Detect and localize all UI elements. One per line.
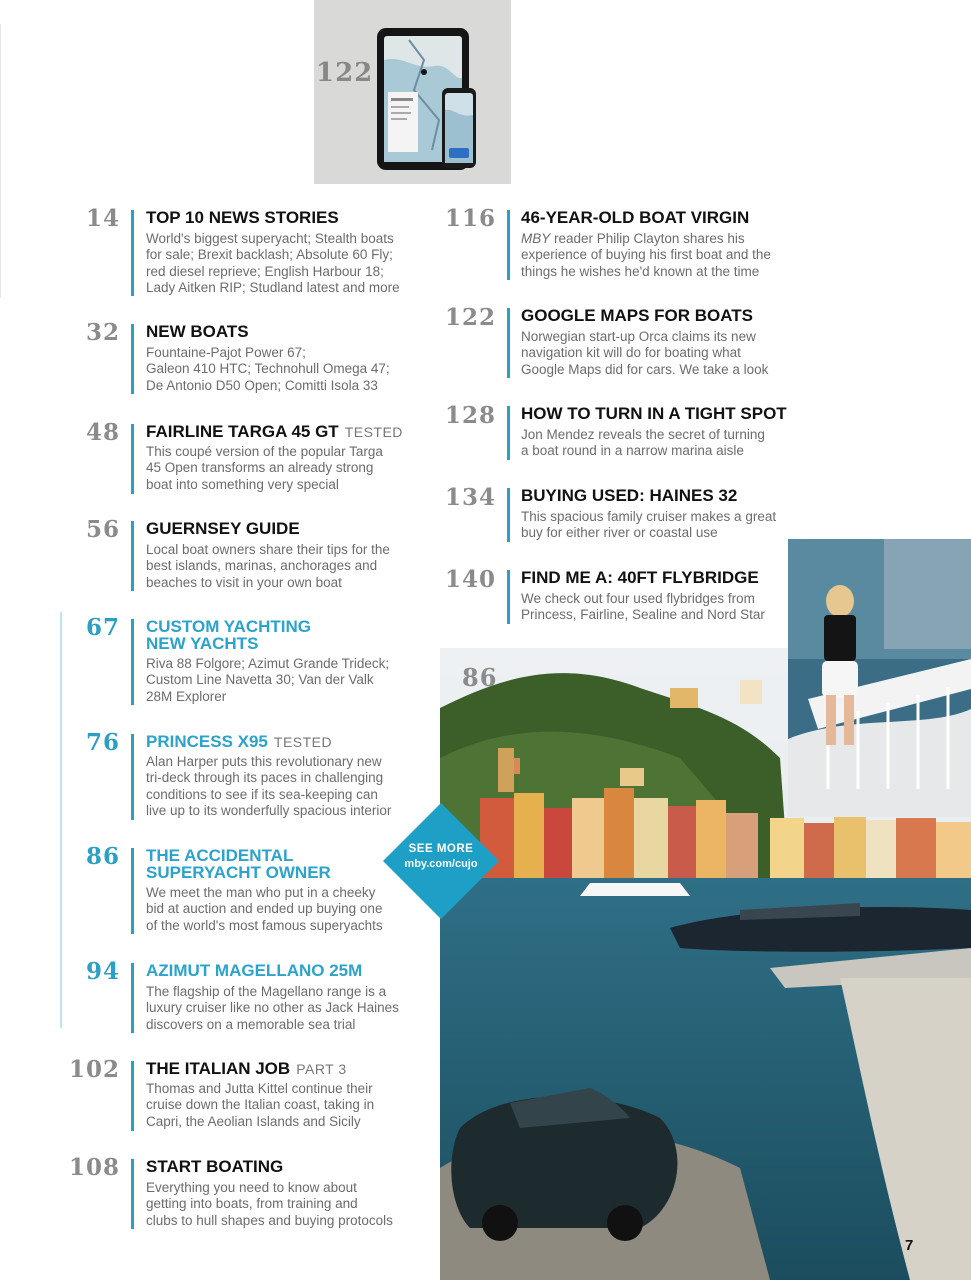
toc-title[interactable] — [521, 569, 759, 586]
desc-line: We meet the man who put in a cheeky — [146, 885, 376, 900]
toc-bar — [507, 406, 510, 460]
toc-bar — [507, 570, 510, 624]
toc-page-number: 14 — [85, 205, 120, 232]
toc-title-text: PRINCESS X95 — [146, 732, 268, 751]
toc-bar — [131, 734, 134, 820]
flybridge-woman-photo[interactable] — [788, 539, 971, 817]
toc-bar — [131, 521, 134, 591]
toc-title[interactable] — [146, 520, 300, 537]
desc-line: Fountaine-Pajot Power 67; — [146, 345, 306, 360]
toc-page-number: 108 — [68, 1154, 120, 1181]
desc-line: Local boat owners share their tips for the — [146, 542, 390, 557]
toc-title[interactable] — [146, 962, 362, 979]
desc-line: Google Maps did for cars. We take a look — [521, 361, 769, 377]
toc-page-number: 67 — [85, 614, 120, 641]
toc-title[interactable] — [521, 487, 737, 504]
toc-title-text: THE ITALIAN JOB — [146, 1059, 291, 1078]
toc-description — [146, 984, 399, 1033]
toc-description — [146, 444, 383, 493]
desc-line: best islands, marinas, anchorages and — [146, 558, 378, 574]
toc-title-text: AZIMUT MAGELLANO 25M — [146, 961, 363, 980]
desc-line: The flagship of the Magellano range is a — [146, 984, 387, 999]
desc-line: things he wishes he'd known at the time — [521, 263, 760, 279]
tablet-phone-illustration — [314, 0, 511, 184]
toc-title-text-line2: SUPERYACHT OWNER — [146, 863, 331, 882]
toc-title-text: GOOGLE MAPS FOR BOATS — [521, 306, 754, 325]
desc-line: De Antonio D50 Open; Comitti Isola 33 — [146, 377, 378, 393]
toc-page-number: 140 — [444, 566, 496, 593]
desc-line: boat into something very special — [146, 476, 339, 492]
page-number: 7 — [905, 1237, 914, 1254]
toc-title[interactable] — [146, 1060, 347, 1078]
toc-title-text: FIND ME A: 40FT FLYBRIDGE — [521, 568, 759, 587]
magazine-abbrev: MBY — [521, 231, 551, 246]
toc-title-text-line2: NEW YACHTS — [146, 634, 259, 653]
toc-title-text: BUYING USED: HAINES 32 — [521, 486, 738, 505]
toc-title[interactable] — [146, 733, 332, 751]
desc-line: a boat round in a narrow marina aisle — [521, 443, 744, 459]
toc-page-number: 102 — [68, 1056, 120, 1083]
desc-line: Everything you need to know about — [146, 1180, 357, 1195]
desc-line: live up to its wonderfully spacious interior — [146, 803, 392, 819]
toc-title-text: HOW TO TURN IN A TIGHT SPOT — [521, 404, 787, 423]
toc-title[interactable] — [146, 209, 339, 226]
toc-title-text: THE ACCIDENTAL — [146, 846, 294, 865]
toc-description — [146, 885, 383, 934]
portofino-feature-page-number: 86 — [462, 663, 498, 692]
desc-line: Galeon 410 HTC; Technohull Omega 47; — [146, 361, 390, 377]
desc-line: discovers on a memorable sea trial — [146, 1016, 356, 1032]
toc-title[interactable] — [146, 323, 249, 340]
toc-description — [146, 754, 391, 820]
toc-bar — [131, 1061, 134, 1131]
toc-bar — [131, 619, 134, 705]
desc-line: Custom Line Navetta 30; Van der Valk — [146, 672, 374, 688]
desc-line: Capri, the Aeolian Islands and Sicily — [146, 1113, 361, 1129]
toc-description — [521, 509, 776, 542]
desc-line: getting into boats, from training and — [146, 1196, 358, 1212]
toc-bar — [131, 1159, 134, 1229]
toc-title-text: FAIRLINE TARGA 45 GT — [146, 422, 339, 441]
desc-line: Thomas and Jutta Kittel continue their — [146, 1081, 373, 1096]
toc-title-text: 46-YEAR-OLD BOAT VIRGIN — [521, 208, 750, 227]
toc-description — [521, 231, 771, 280]
toc-title[interactable] — [521, 307, 753, 324]
flybridge-illustration — [788, 539, 971, 817]
toc-title[interactable] — [146, 423, 403, 441]
toc-title[interactable] — [521, 405, 787, 422]
toc-description — [146, 1081, 374, 1130]
toc-bar — [131, 210, 134, 296]
desc-line: This spacious family cruiser makes a great — [521, 509, 777, 524]
see-more-badge[interactable] — [383, 803, 499, 919]
toc-page-number: 86 — [85, 843, 120, 870]
toc-page-number: 48 — [85, 419, 120, 446]
toc-title-text: START BOATING — [146, 1157, 284, 1176]
desc-line: red diesel reprieve; English Harbour 18; — [146, 263, 384, 279]
toc-description — [521, 591, 765, 624]
toc-description — [146, 542, 390, 591]
orca-device-photo[interactable] — [314, 0, 511, 184]
desc-line: Princess, Fairline, Sealine and Nord Star — [521, 607, 765, 623]
toc-page-number: 94 — [85, 958, 120, 985]
desc-line: Riva 88 Folgore; Azimut Grande Trideck; — [146, 656, 390, 671]
desc-line: clubs to hull shapes and buying protocols — [146, 1212, 393, 1228]
toc-bar — [131, 963, 134, 1033]
toc-description — [146, 231, 400, 297]
toc-title-text: CUSTOM YACHTING — [146, 617, 311, 636]
page-edge-line — [0, 24, 1, 298]
toc-bar — [131, 324, 134, 394]
toc-title[interactable] — [146, 1158, 283, 1175]
desc-line: for sale; Brexit backlash; Absolute 60 Fly; — [146, 247, 393, 263]
toc-tag-tested: TESTED — [344, 424, 403, 440]
desc-line: cruise down the Italian coast, taking in — [146, 1097, 375, 1113]
toc-title[interactable] — [521, 209, 749, 226]
desc-line: Alan Harper puts this revolutionary new — [146, 754, 382, 769]
toc-bar — [131, 848, 134, 934]
desc-line: buy for either river or coastal use — [521, 525, 718, 541]
desc-line: luxury cruiser like no other as Jack Haines — [146, 1000, 399, 1016]
toc-page-number: 116 — [444, 205, 496, 232]
desc-line: This coupé version of the popular Targa — [146, 444, 383, 459]
toc-title[interactable] — [146, 618, 311, 652]
toc-page-number: 134 — [444, 484, 496, 511]
desc-line: beaches to visit in your own boat — [146, 574, 342, 590]
toc-title-text: TOP 10 NEWS STORIES — [146, 208, 339, 227]
desc-line-rest: reader Philip Clayton shares his — [550, 231, 745, 246]
desc-line: Lady Aitken RIP; Studland latest and more — [146, 280, 400, 296]
tablet-feature-page-number: 122 — [316, 58, 374, 88]
toc-bar — [507, 308, 510, 378]
desc-line: conditions to see if its sea-keeping can — [146, 786, 378, 802]
toc-description — [146, 345, 390, 394]
toc-tag-part: PART 3 — [296, 1061, 347, 1077]
toc-bar — [507, 210, 510, 280]
desc-line: 28M Explorer — [146, 688, 227, 704]
desc-line: of the world's most famous superyachts — [146, 917, 383, 933]
see-more-url[interactable]: mby.com/cujo — [404, 858, 478, 870]
desc-line: experience of buying his first boat and the — [521, 247, 771, 263]
see-more-label: SEE MORE — [408, 843, 474, 855]
desc-line: Jon Mendez reveals the secret of turning — [521, 427, 765, 442]
toc-tag-tested: TESTED — [273, 734, 333, 750]
toc-page-number: 56 — [85, 516, 120, 543]
toc-title-text: NEW BOATS — [146, 322, 249, 341]
toc-description — [146, 656, 389, 705]
toc-page-number: 32 — [85, 319, 120, 346]
desc-line: 45 Open transforms an already strong — [146, 460, 374, 476]
toc-title-text: GUERNSEY GUIDE — [146, 519, 300, 538]
toc-description — [146, 1180, 393, 1229]
toc-bar — [131, 424, 134, 494]
desc-line — [521, 231, 771, 247]
toc-bar — [507, 488, 510, 542]
desc-line: Norwegian start-up Orca claims its new — [521, 329, 756, 344]
toc-description — [521, 329, 768, 378]
desc-line: tri-deck through its paces in challenging — [146, 770, 384, 786]
toc-page-number: 76 — [85, 729, 120, 756]
toc-title[interactable] — [146, 847, 331, 881]
desc-line: World's biggest superyacht; Stealth boats — [146, 231, 394, 246]
desc-line: We check out four used flybridges from — [521, 591, 755, 606]
toc-description — [521, 427, 765, 460]
desc-line: bid at auction and ended up buying one — [146, 901, 383, 917]
desc-line: navigation kit will do for boating what — [521, 345, 741, 361]
toc-page-number: 122 — [444, 304, 496, 331]
toc-page-number: 128 — [444, 402, 496, 429]
